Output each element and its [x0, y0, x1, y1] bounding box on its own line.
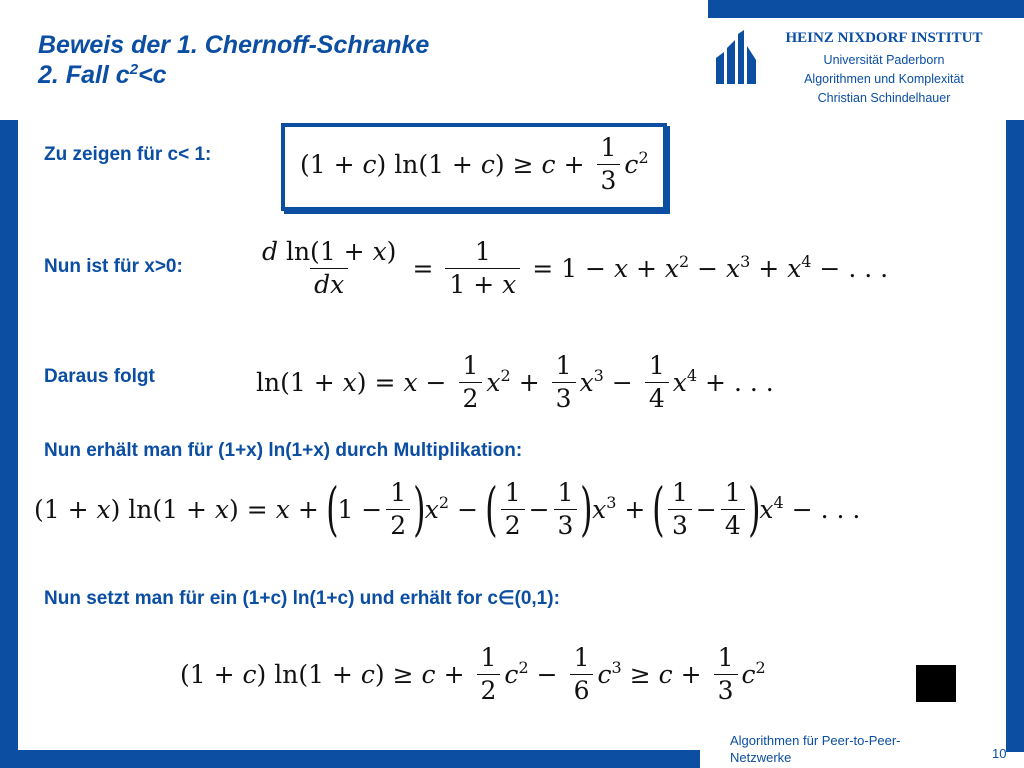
group-name: Algorithmen und Komplexität: [804, 72, 964, 86]
claim-formula: (1 + c) ln(1 + c) ≥ c + $\frac{1}{3}$ $c^2$: [300, 133, 649, 195]
bottom-frame-bar: [0, 750, 700, 768]
taylor-series-formula: ln(1 + x) = x − $\frac{1}{2}$ $x^2$ + $\frac{1}{3}$ $x^3$ − $\frac{1}{4}$ $x^4$ + . . .: [256, 351, 774, 413]
derivative-formula: $\frac{\text{d ln(1 + x)}}{dx}$ = $\frac{1}{1 + x}$ = $1 - x + x^2 - x^3 + x^4$ − . . .: [262, 237, 889, 299]
left-frame-bar: [0, 120, 18, 752]
label-einsetzen: Nun setzt man für ein (1+c) ln(1+c) und erhält for c∈(0,1):: [44, 588, 560, 609]
university-name: Universität Paderborn: [823, 53, 945, 67]
label-daraus-folgt: Daraus folgt: [44, 366, 155, 387]
slide-title: [38, 30, 429, 90]
label-zu-zeigen: Zu zeigen für c< 1:: [44, 144, 212, 165]
top-frame-bar: [708, 0, 1024, 18]
title-line-1: Beweis der 1. Chernoff-Schranke: [38, 31, 430, 59]
title-line-2: 2. Fall $c^2<c$: [38, 61, 167, 89]
label-nun-ist: Nun ist für x>0:: [44, 256, 183, 277]
footer-course: Algorithmen für Peer-to-Peer-Netzwerke: [730, 733, 901, 765]
page-number: 10: [992, 746, 1007, 761]
qed-square: [916, 665, 956, 702]
institute-name: HEINZ NIXDORF INSTITUT: [785, 30, 983, 46]
university-logo-icon: [714, 30, 758, 86]
author-name: Christian Schindelhauer: [817, 91, 951, 105]
product-series-formula: (1 + x) ln(1 + x) = x + ( 1 − $\frac{1}{2}$ ) $x^2$ − ( $\frac{1}{2}$ − $\frac{1}{3}$ ) $x^3$ + ( $\frac{1}{3}$ − $\frac{1}{4}$ ) $x^4$ − . . .: [34, 475, 861, 543]
label-multiplikation: Nun erhält man für (1+x) ln(1+x) durch Multiplikation:: [44, 440, 523, 461]
right-frame-bar: [1006, 120, 1024, 752]
final-inequality-formula: (1 + c) ln(1 + c) ≥ c + $\frac{1}{2}$ $c^2$ − $\frac{1}{6}$ $c^3$ ≥ c + $\frac{1}{3}$ $c^2$: [180, 643, 766, 705]
